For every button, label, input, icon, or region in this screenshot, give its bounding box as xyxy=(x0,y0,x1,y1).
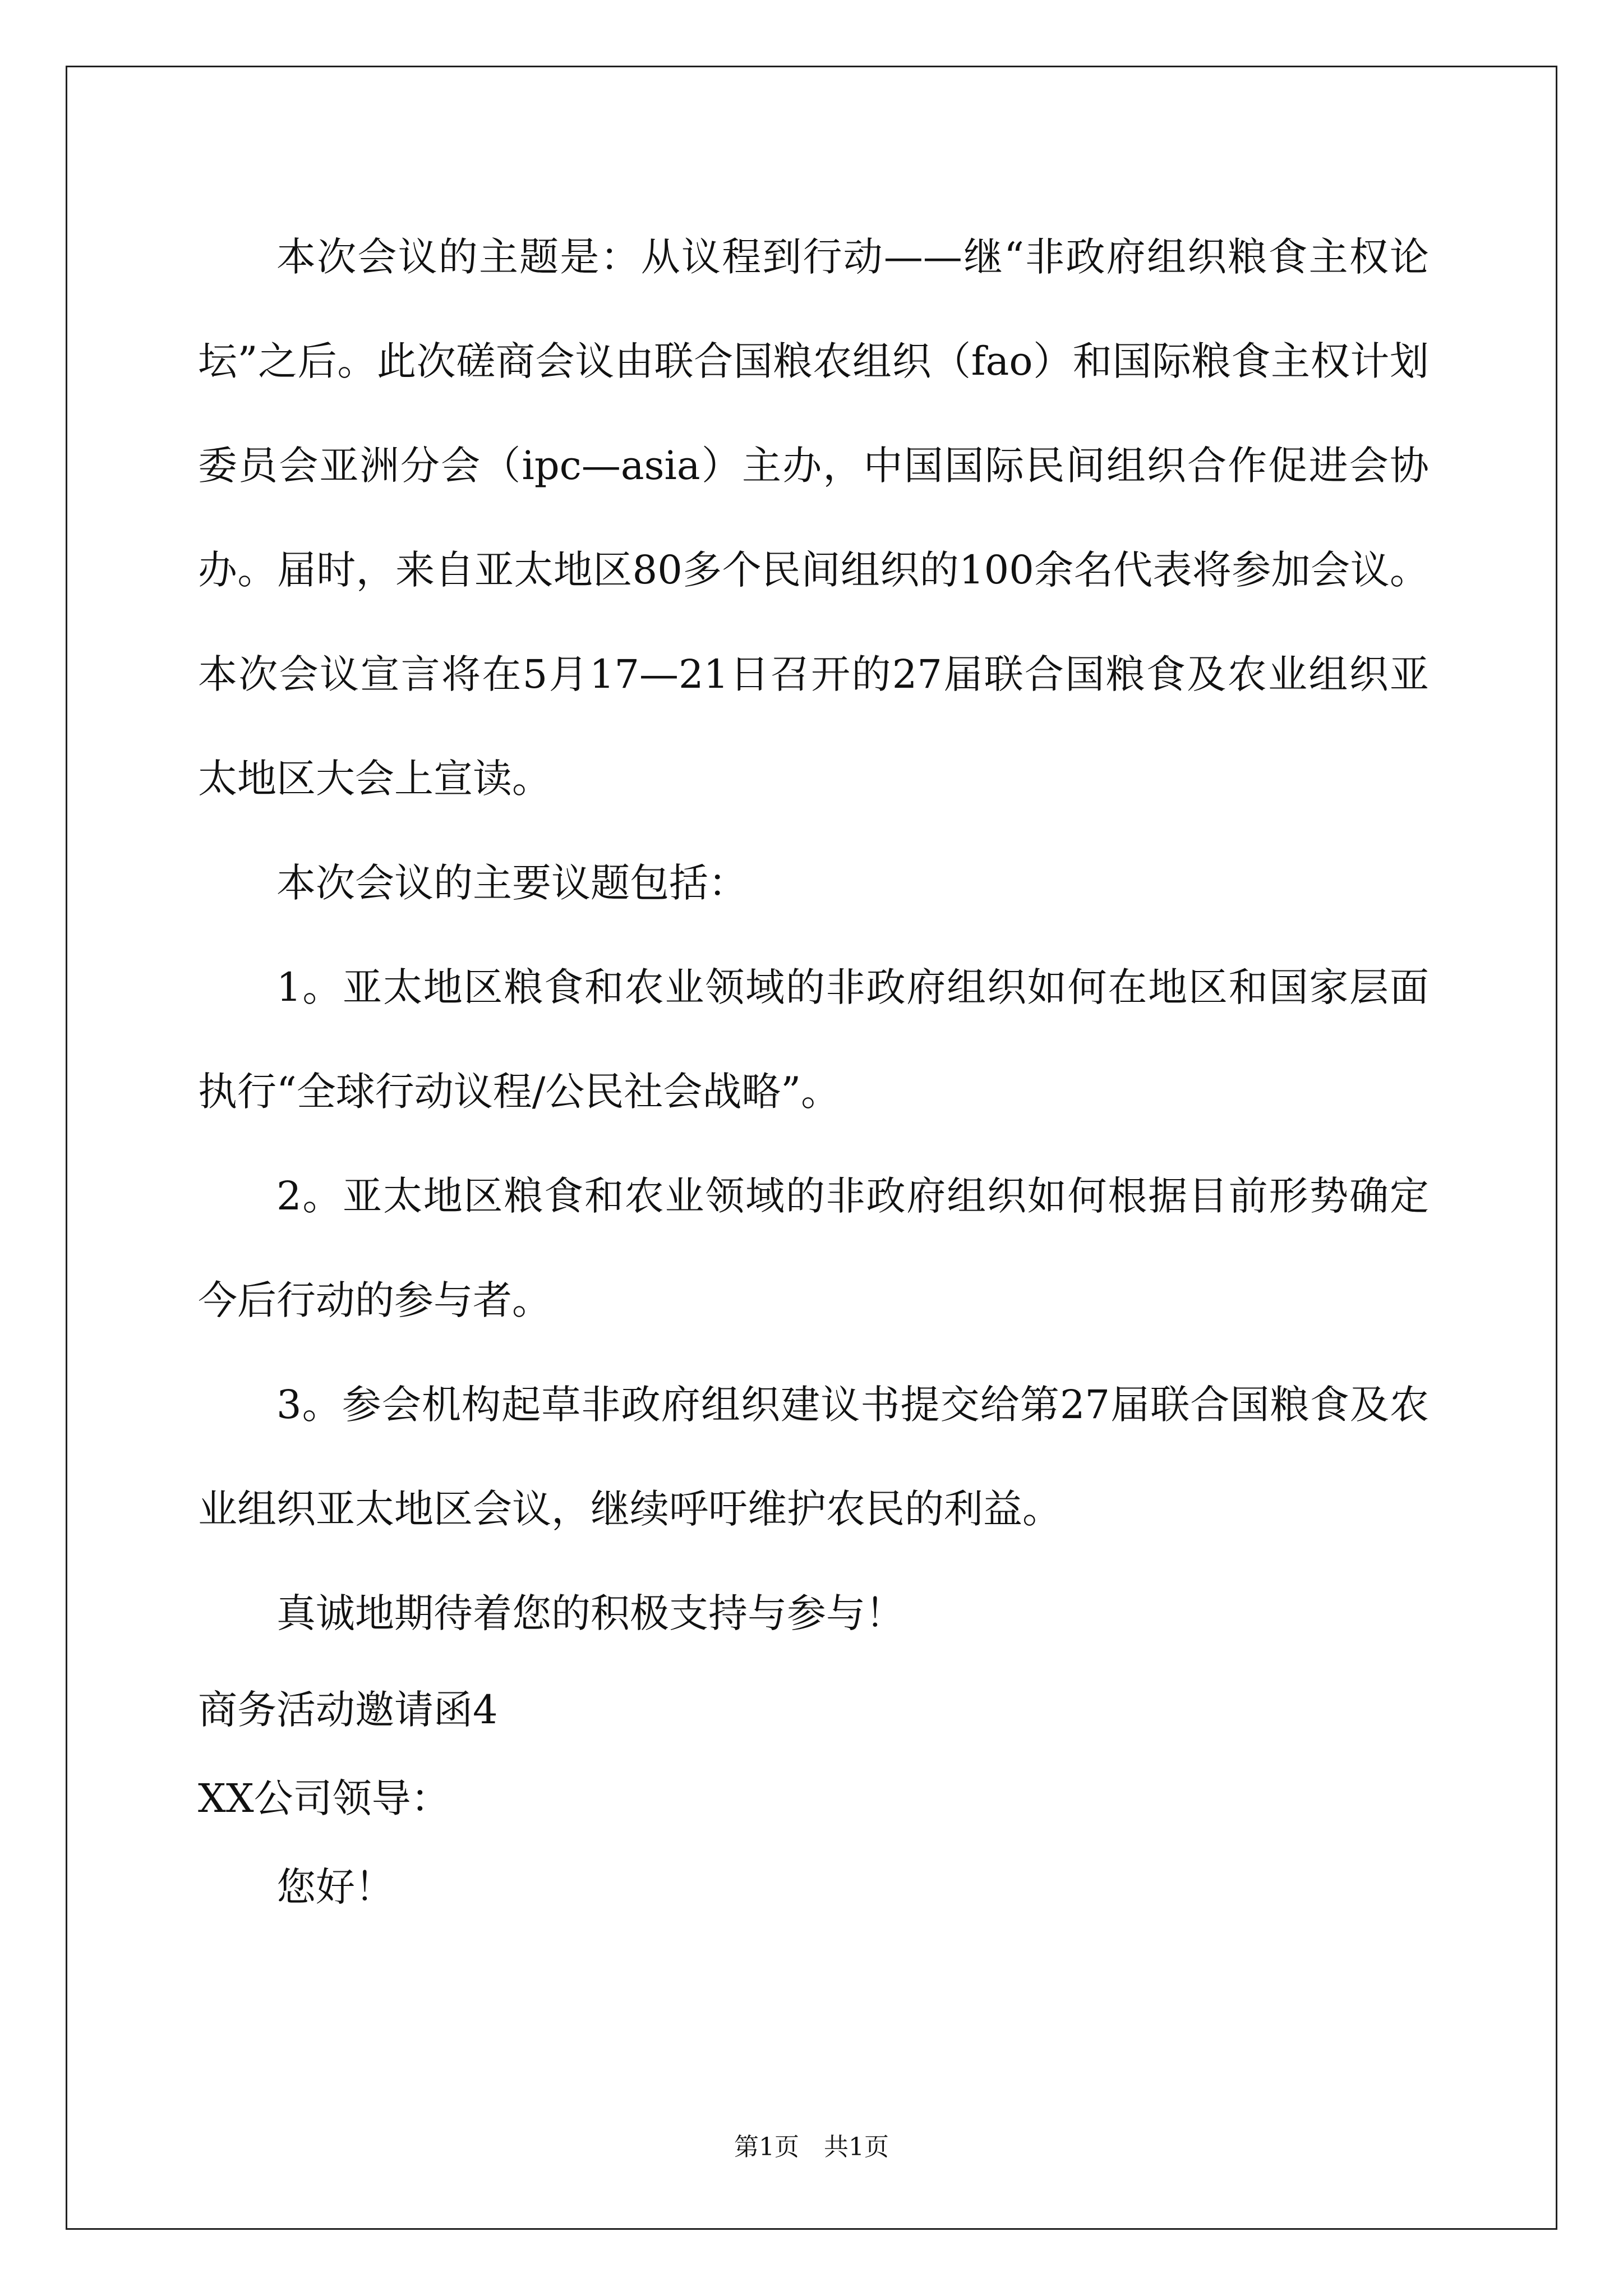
page-footer: 第1页 共1页 xyxy=(734,2133,889,2161)
paragraph-topic-3: 3。参会机构起草非政府组织建议书提交给第27届联合国粮食及农业组织亚太地区会议，继续呼吁维护农民的利益。 xyxy=(198,1382,1429,1532)
paragraph-topics-intro: 本次会议的主要议题包括： xyxy=(276,860,748,906)
section-heading: 商务活动邀请函4 xyxy=(198,1687,498,1733)
paragraph-topic-1: 1。亚太地区粮食和农业领域的非政府组织如何在地区和国家层面执行“全球行动议程/公民社会战略”。 xyxy=(198,964,1429,1115)
document-body xyxy=(198,205,1429,1931)
paragraph-theme: 本次会议的主题是：从议程到行动——继“非政府组织粮食主权论坛”之后。此次磋商会议由联合国粮农组织（fao）和国际粮食主权计划委员会亚洲分会（ipc—asia）主办，中国国际民间组织合作促进会协办。届时，来自亚太地区80多个民间组织的100余名代表将参加会议。本次会议宣言将在5月17—21日召开的27届联合国粮食及农业组织亚太地区大会上宣读。 xyxy=(198,234,1429,802)
paragraph-closing: 真诚地期待着您的积极支持与参与！ xyxy=(276,1590,905,1636)
salutation: XX公司领导： xyxy=(198,1775,450,1821)
paragraph-topic-2: 2。亚太地区粮食和农业领域的非政府组织如何根据目前形势确定今后行动的参与者。 xyxy=(198,1173,1429,1323)
greeting: 您好！ xyxy=(276,1864,394,1910)
